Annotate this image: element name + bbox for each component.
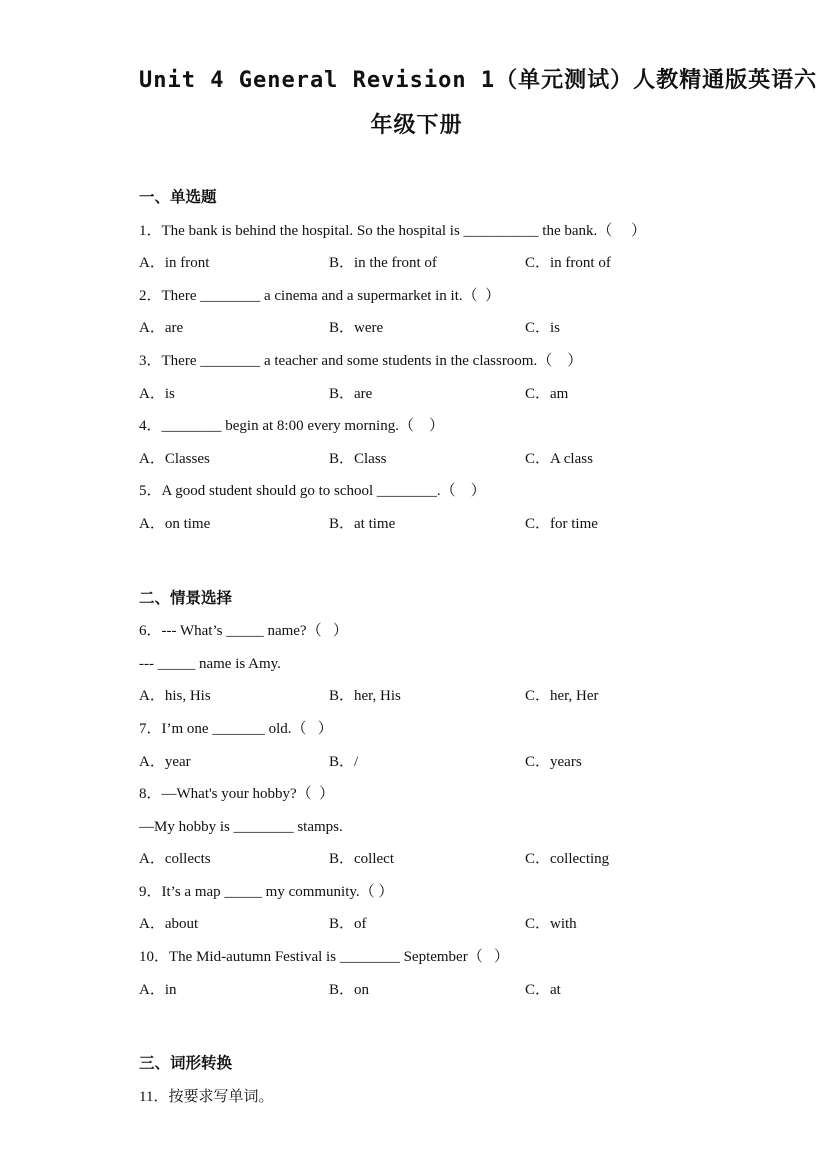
- option-a: A．are: [139, 320, 184, 337]
- section-3-heading: 三、词形转换: [139, 1055, 233, 1073]
- option-b: B．Class: [329, 450, 387, 467]
- question-8-options: [139, 843, 694, 876]
- option-b: B．/: [329, 753, 359, 770]
- option-a: A．is: [139, 385, 175, 402]
- option-a: A．his, His: [139, 688, 211, 705]
- option-b: B．of: [329, 916, 367, 933]
- question-6-options: [139, 680, 694, 713]
- document-title-line1: Unit 4 General Revision 1（单元测试）人教精通版英语六: [139, 68, 818, 93]
- option-a: A．year: [139, 753, 191, 770]
- question-4-text: 4．________ begin at 8:00 every morning.（ ）: [139, 418, 444, 435]
- question-5-options: [139, 508, 694, 541]
- option-b: B．at time: [329, 515, 396, 532]
- option-b: B．in the front of: [329, 255, 437, 272]
- section-word-transformation: [139, 1048, 694, 1113]
- question-4-options: [139, 443, 694, 476]
- question-8-text-line1: 8．—What's your hobby?（ ）: [139, 786, 335, 803]
- question-1-options: [139, 247, 694, 280]
- section-2-heading: 二、情景选择: [139, 589, 233, 607]
- option-c: C．her, Her: [525, 688, 599, 705]
- option-c: C．at: [525, 981, 561, 998]
- question-7-text: 7．I’m one _______ old.（ ）: [139, 720, 333, 737]
- section-situational-choice: [139, 583, 694, 1007]
- option-a: A．Classes: [139, 450, 210, 467]
- option-c: C．in front of: [525, 255, 611, 272]
- option-a: A．in: [139, 981, 177, 998]
- question-9-options: [139, 908, 694, 941]
- section-1-heading: 一、单选题: [139, 189, 217, 206]
- question-9-text: 9．It’s a map _____ my community.（ ）: [139, 883, 394, 900]
- option-c: C．is: [525, 320, 561, 337]
- option-c: C．A class: [525, 450, 593, 467]
- option-a: A．on time: [139, 515, 211, 532]
- option-c: C．with: [525, 916, 577, 933]
- document-title: [139, 58, 818, 148]
- option-b: B．on: [329, 981, 370, 998]
- question-3-text: 3．There ________ a teacher and some students in the classroom.（ ）: [139, 352, 583, 369]
- option-c: C．collecting: [525, 851, 610, 868]
- question-5-text: 5．A good student should go to school ________.（ ）: [139, 483, 486, 500]
- option-b: B．were: [329, 320, 384, 337]
- question-10-text: 10．The Mid-autumn Festival is ________ September（ ）: [139, 949, 509, 966]
- option-b: B．collect: [329, 851, 394, 868]
- option-c: C．am: [525, 385, 569, 402]
- option-c: C．years: [525, 753, 582, 770]
- question-6-text-line2: --- _____ name is Amy.: [139, 655, 281, 672]
- option-b: B．are: [329, 385, 373, 402]
- document-title-line2: 年级下册: [370, 113, 463, 138]
- question-8-text-line2: —My hobby is ________ stamps.: [139, 818, 343, 835]
- question-1-text: 1．The bank is behind the hospital. So the hospital is __________ the bank.（ ）: [139, 222, 647, 239]
- option-b: B．her, His: [329, 688, 401, 705]
- option-a: A．in front: [139, 255, 210, 272]
- option-c: C．for time: [525, 515, 598, 532]
- question-2-options: [139, 312, 694, 345]
- option-a: A．collects: [139, 851, 211, 868]
- question-3-options: [139, 378, 694, 411]
- section-multiple-choice: [139, 182, 694, 541]
- question-7-options: [139, 746, 694, 779]
- option-a: A．about: [139, 916, 199, 933]
- question-11-text: 11．按要求写单词。: [139, 1088, 274, 1105]
- question-2-text: 2．There ________ a cinema and a supermarket in it.（ ）: [139, 287, 501, 304]
- question-6-text-line1: 6．--- What’s _____ name?（ ）: [139, 623, 348, 640]
- question-10-options: [139, 974, 694, 1007]
